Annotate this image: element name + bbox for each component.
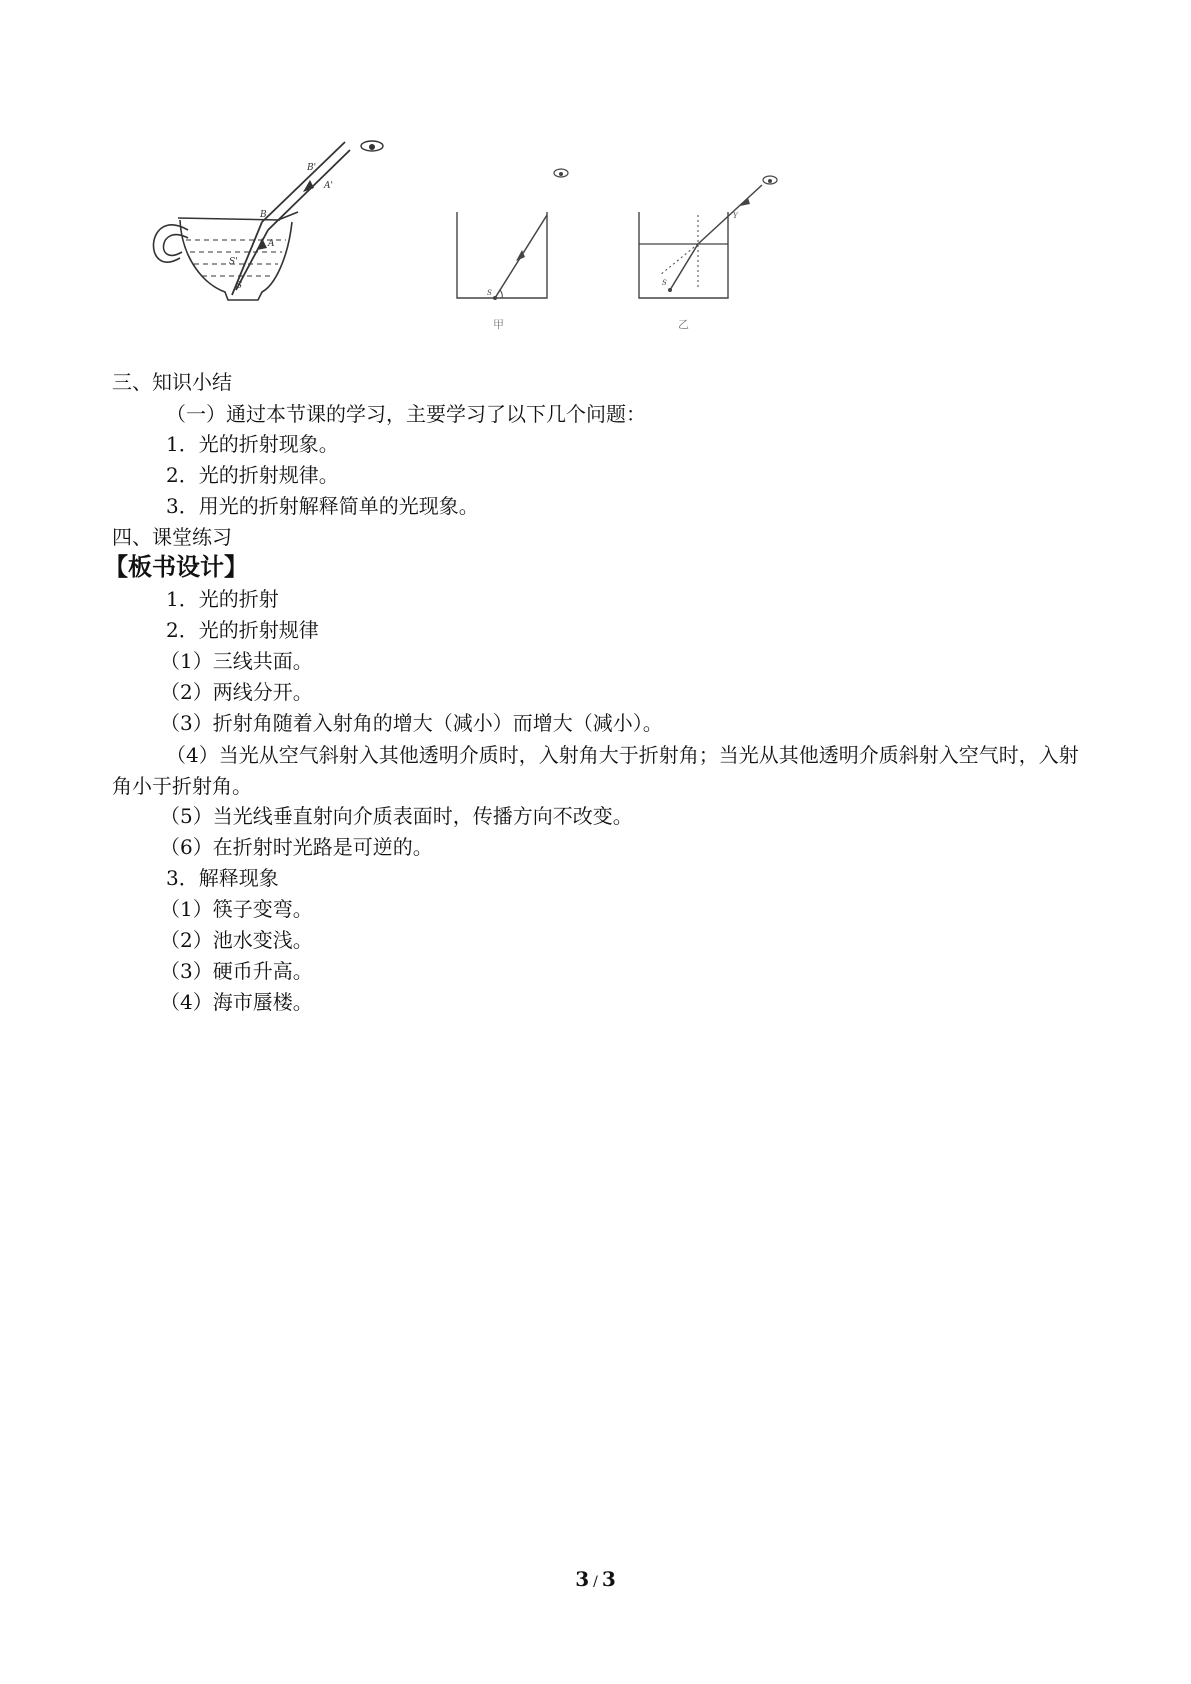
rule-item: （1）三线共面。: [160, 649, 313, 673]
rule-item-paragraph: （4）当光从空气斜射入其他透明介质时，入射角大于折射角；当光从其他透明介质斜射入空气时，入射角小于折射角。: [112, 743, 1079, 798]
phenomenon-item: （4）海市蜃楼。: [160, 990, 313, 1014]
label-b-prime: B': [307, 163, 317, 173]
phenomenon-item: （3）硬币升高。: [160, 959, 313, 983]
caption-jia: 甲: [493, 318, 504, 331]
refraction-figure: [150, 140, 850, 365]
page-current: 3: [575, 1567, 590, 1591]
label-y-yi: Y: [733, 212, 738, 220]
section-title-practice: 四、课堂练习: [112, 525, 232, 549]
summary-intro: （一）通过本节课的学习，主要学习了以下几个问题：: [166, 402, 646, 426]
rule-item: （6）在折射时光路是可逆的。: [160, 835, 433, 859]
label-s-yi: S: [662, 279, 667, 287]
label-s-jia: S: [487, 289, 492, 297]
board-design-heading: 【板书设计】: [104, 553, 248, 581]
board-item: 3．解释现象: [166, 866, 279, 890]
rule-item: （3）折射角随着入射角的增大（减小）而增大（减小）。: [160, 711, 663, 735]
refraction-diagrams: [150, 140, 850, 365]
panel-yi: [639, 176, 777, 298]
summary-item: 3．用光的折射解释简单的光现象。: [166, 494, 479, 518]
label-b: B: [260, 210, 267, 220]
label-a-prime: A': [324, 181, 333, 191]
label-a: A: [268, 239, 275, 249]
phenomenon-item: （2）池水变浅。: [160, 928, 313, 952]
board-item: 2．光的折射规律: [166, 618, 319, 642]
summary-item: 2．光的折射规律。: [166, 463, 339, 487]
page-total: 3: [601, 1567, 616, 1591]
page-separator: /: [593, 1574, 598, 1590]
rule-item: （5）当光线垂直射向介质表面时，传播方向不改变。: [160, 804, 633, 828]
panel-jia: [457, 169, 568, 300]
section-title-knowledge-summary: 三、知识小结: [112, 370, 232, 394]
caption-yi: 乙: [678, 318, 689, 331]
teacup-diagram: [153, 140, 384, 300]
summary-item: 1．光的折射现象。: [166, 432, 339, 456]
rule-item: （2）两线分开。: [160, 680, 313, 704]
board-item: 1．光的折射: [166, 587, 279, 611]
label-s: S: [236, 281, 243, 291]
page-number: [0, 1567, 1191, 1591]
label-s-prime: S': [229, 257, 238, 267]
phenomenon-item: （1）筷子变弯。: [160, 897, 313, 921]
